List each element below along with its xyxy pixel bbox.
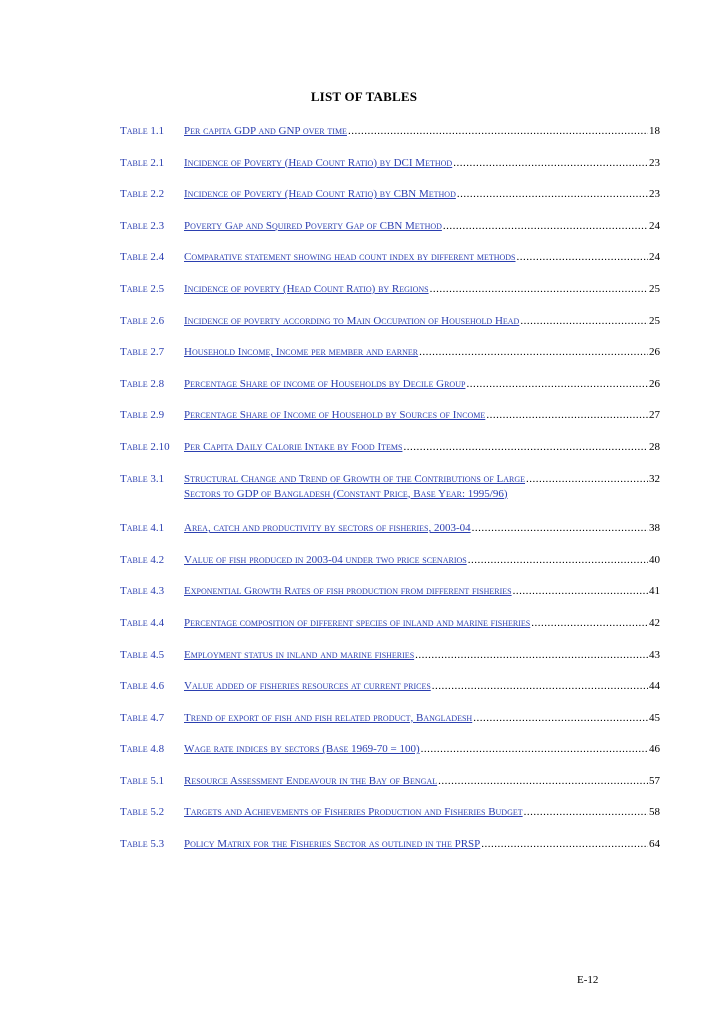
toc-title: Wage rate indices by sectors (Base 1969-70 = 100) xyxy=(184,743,420,756)
dot-leader xyxy=(481,838,648,851)
toc-title: Trend of export of fish and fish related product, Bangladesh xyxy=(184,711,473,724)
toc-link[interactable] xyxy=(120,157,452,170)
toc-title: Comparative statement showing head count index by different methods xyxy=(184,251,516,264)
toc-page-number: 41 xyxy=(649,585,660,598)
dot-leader xyxy=(473,712,648,725)
dot-leader xyxy=(415,649,648,662)
dot-leader xyxy=(430,283,648,296)
toc-title: Targets and Achievements of Fisheries Production and Fisheries Budget xyxy=(184,806,523,819)
dot-leader xyxy=(443,220,648,233)
dot-leader xyxy=(486,409,648,422)
dot-leader xyxy=(472,522,648,535)
dot-leader xyxy=(468,554,648,567)
toc-page-number: 25 xyxy=(649,314,660,327)
toc-link[interactable] xyxy=(120,283,429,296)
toc-title-continuation[interactable]: Sectors to GDP of Bangladesh (Constant Price, Base Year: 1995/96) xyxy=(184,487,508,500)
toc-link[interactable] xyxy=(120,315,519,328)
toc-number: Table 2.2 xyxy=(120,188,165,201)
toc-link[interactable] xyxy=(120,188,456,201)
toc-link[interactable] xyxy=(120,585,512,598)
toc-entry[interactable] xyxy=(120,378,660,391)
toc-entry[interactable] xyxy=(120,157,660,170)
toc-title: Value added of fisheries resources at current prices xyxy=(184,680,431,693)
toc-title: Policy Matrix for the Fisheries Sector as outlined in the PRSP xyxy=(184,838,481,851)
toc-link[interactable] xyxy=(120,473,525,486)
toc-link[interactable] xyxy=(120,220,442,233)
toc-entry[interactable] xyxy=(120,283,660,296)
toc-entry[interactable] xyxy=(120,409,660,422)
toc-page-number: 26 xyxy=(649,377,660,390)
toc-number: Table 4.7 xyxy=(120,711,165,724)
toc-link[interactable] xyxy=(120,617,530,630)
toc-number: Table 2.1 xyxy=(120,156,165,169)
toc-number: Table 2.8 xyxy=(120,377,165,390)
toc-entry[interactable] xyxy=(120,188,660,201)
toc-page-number: 46 xyxy=(649,743,660,756)
toc-page-number: 26 xyxy=(649,346,660,359)
toc-link[interactable] xyxy=(120,346,418,359)
toc-entry[interactable] xyxy=(120,554,660,567)
dot-leader xyxy=(513,585,648,598)
toc-entry[interactable] xyxy=(120,220,660,233)
toc-number: Table 5.2 xyxy=(120,806,165,819)
toc-entry[interactable] xyxy=(120,585,660,598)
toc-number: Table 4.4 xyxy=(120,616,165,629)
toc-title: Incidence of poverty (Head Count Ratio) by Regions xyxy=(184,282,429,295)
toc-title: Structural Change and Trend of Growth of the Contributions of Large xyxy=(184,472,526,485)
toc-number: Table 5.3 xyxy=(120,838,165,851)
toc-entry[interactable] xyxy=(120,775,660,788)
toc-page-number: 23 xyxy=(649,188,660,201)
toc-number: Table 2.5 xyxy=(120,282,165,295)
toc-title: Employment status in inland and marine fisheries xyxy=(184,648,415,661)
toc-entry[interactable] xyxy=(120,125,660,138)
toc-page-number: 25 xyxy=(649,282,660,295)
toc-entry[interactable] xyxy=(120,649,660,662)
toc-page-number: 64 xyxy=(649,838,660,851)
toc-number: Table 4.3 xyxy=(120,585,165,598)
toc-page-number: 24 xyxy=(649,219,660,232)
toc-title: Percentage Share of Income of Household by Sources of Income xyxy=(184,409,486,422)
table-of-contents xyxy=(120,125,660,870)
dot-leader xyxy=(526,473,648,486)
toc-page-number: 32 xyxy=(649,472,660,485)
toc-number: Table 2.7 xyxy=(120,346,165,359)
toc-page-number: 57 xyxy=(649,774,660,787)
toc-entry[interactable] xyxy=(120,743,660,756)
toc-entry[interactable] xyxy=(120,838,660,851)
toc-page-number: 40 xyxy=(649,553,660,566)
toc-title: Exponential Growth Rates of fish production from different fisheries xyxy=(184,585,512,598)
toc-title: Resource Assessment Endeavour in the Bay of Bengal xyxy=(184,774,438,787)
toc-link[interactable] xyxy=(120,409,485,422)
toc-link[interactable] xyxy=(120,743,420,756)
toc-entry[interactable] xyxy=(120,522,660,535)
toc-number: Table 2.10 xyxy=(120,440,170,453)
toc-number: Table 2.9 xyxy=(120,409,165,422)
toc-title: Per capita GDP and GNP over time xyxy=(184,125,347,137)
toc-page-number: 45 xyxy=(649,711,660,724)
dot-leader xyxy=(524,806,648,819)
dot-leader xyxy=(531,617,648,630)
toc-entry[interactable] xyxy=(120,346,660,359)
toc-link[interactable] xyxy=(120,775,437,788)
toc-page-number: 58 xyxy=(649,806,660,819)
toc-entry[interactable] xyxy=(120,712,660,725)
dot-leader xyxy=(466,378,648,391)
page-footer-number: E-12 xyxy=(577,974,599,986)
dot-leader xyxy=(517,251,648,264)
toc-link[interactable] xyxy=(120,125,347,138)
toc-number: Table 4.6 xyxy=(120,680,165,693)
toc-number: Table 2.6 xyxy=(120,314,165,327)
toc-entry[interactable] xyxy=(120,617,660,630)
dot-leader xyxy=(438,775,648,788)
toc-page-number: 23 xyxy=(649,156,660,169)
toc-entry[interactable] xyxy=(120,680,660,693)
page-title: LIST OF TABLES xyxy=(310,89,418,104)
toc-entry[interactable] xyxy=(120,251,660,264)
toc-link[interactable] xyxy=(120,806,523,819)
dot-leader xyxy=(403,441,648,454)
toc-number: Table 4.1 xyxy=(120,522,165,535)
dot-leader xyxy=(520,315,648,328)
toc-title: Incidence of Poverty (Head Count Ratio) by DCI Method xyxy=(184,156,453,169)
toc-entry[interactable] xyxy=(120,315,660,328)
dot-leader xyxy=(457,188,648,201)
toc-link[interactable] xyxy=(120,680,431,693)
toc-number: Table 3.1 xyxy=(120,472,165,485)
dot-leader xyxy=(421,743,648,756)
toc-number: Table 5.1 xyxy=(120,774,165,787)
toc-number: Table 4.5 xyxy=(120,648,165,661)
toc-link[interactable] xyxy=(120,441,402,454)
toc-title: Household Income, Income per member and earner xyxy=(184,346,419,359)
dot-leader xyxy=(453,157,648,170)
toc-number: Table 2.4 xyxy=(120,251,165,264)
toc-title: Incidence of poverty according to Main Occupation of Household Head xyxy=(184,314,520,327)
toc-title: Per Capita Daily Calorie Intake by Food Items xyxy=(184,440,403,453)
toc-entry[interactable] xyxy=(120,806,660,819)
toc-number: Table 1.1 xyxy=(120,125,165,137)
toc-page-number: 43 xyxy=(649,648,660,661)
toc-page-number: 42 xyxy=(649,616,660,629)
toc-title: Poverty Gap and Squired Poverty Gap of CBN Method xyxy=(184,219,442,232)
toc-link[interactable] xyxy=(120,378,465,391)
toc-number: Table 2.3 xyxy=(120,219,165,232)
toc-link[interactable] xyxy=(120,649,414,662)
toc-number: Table 4.2 xyxy=(120,553,165,566)
dot-leader xyxy=(432,680,648,693)
toc-title: Percentage composition of different species of inland and marine fisheries xyxy=(184,616,531,629)
toc-page-number: 18 xyxy=(649,125,660,137)
dot-leader xyxy=(419,346,648,359)
toc-page-number: 24 xyxy=(649,251,660,264)
toc-title: Value of fish produced in 2003-04 under two price scenarios xyxy=(184,553,467,566)
toc-link[interactable] xyxy=(120,554,467,567)
toc-link[interactable] xyxy=(120,251,516,264)
toc-page-number: 38 xyxy=(649,522,660,535)
dot-leader xyxy=(348,125,648,138)
toc-page-number: 27 xyxy=(649,409,660,422)
toc-title: Percentage Share of income of Households by Decile Group xyxy=(184,377,466,390)
toc-number: Table 4.8 xyxy=(120,743,165,756)
toc-page-number: 44 xyxy=(649,680,660,693)
toc-link[interactable] xyxy=(120,712,472,725)
toc-entry[interactable] xyxy=(120,441,660,454)
toc-title: Area, catch and productivity by sectors of fisheries, 2003-04 xyxy=(184,522,471,535)
toc-title: Incidence of Poverty (Head Count Ratio) by CBN Method xyxy=(184,188,456,201)
toc-page-number: 28 xyxy=(649,440,660,453)
toc-link[interactable] xyxy=(120,838,480,851)
toc-link[interactable] xyxy=(120,522,471,535)
toc-entry[interactable] xyxy=(120,473,660,504)
